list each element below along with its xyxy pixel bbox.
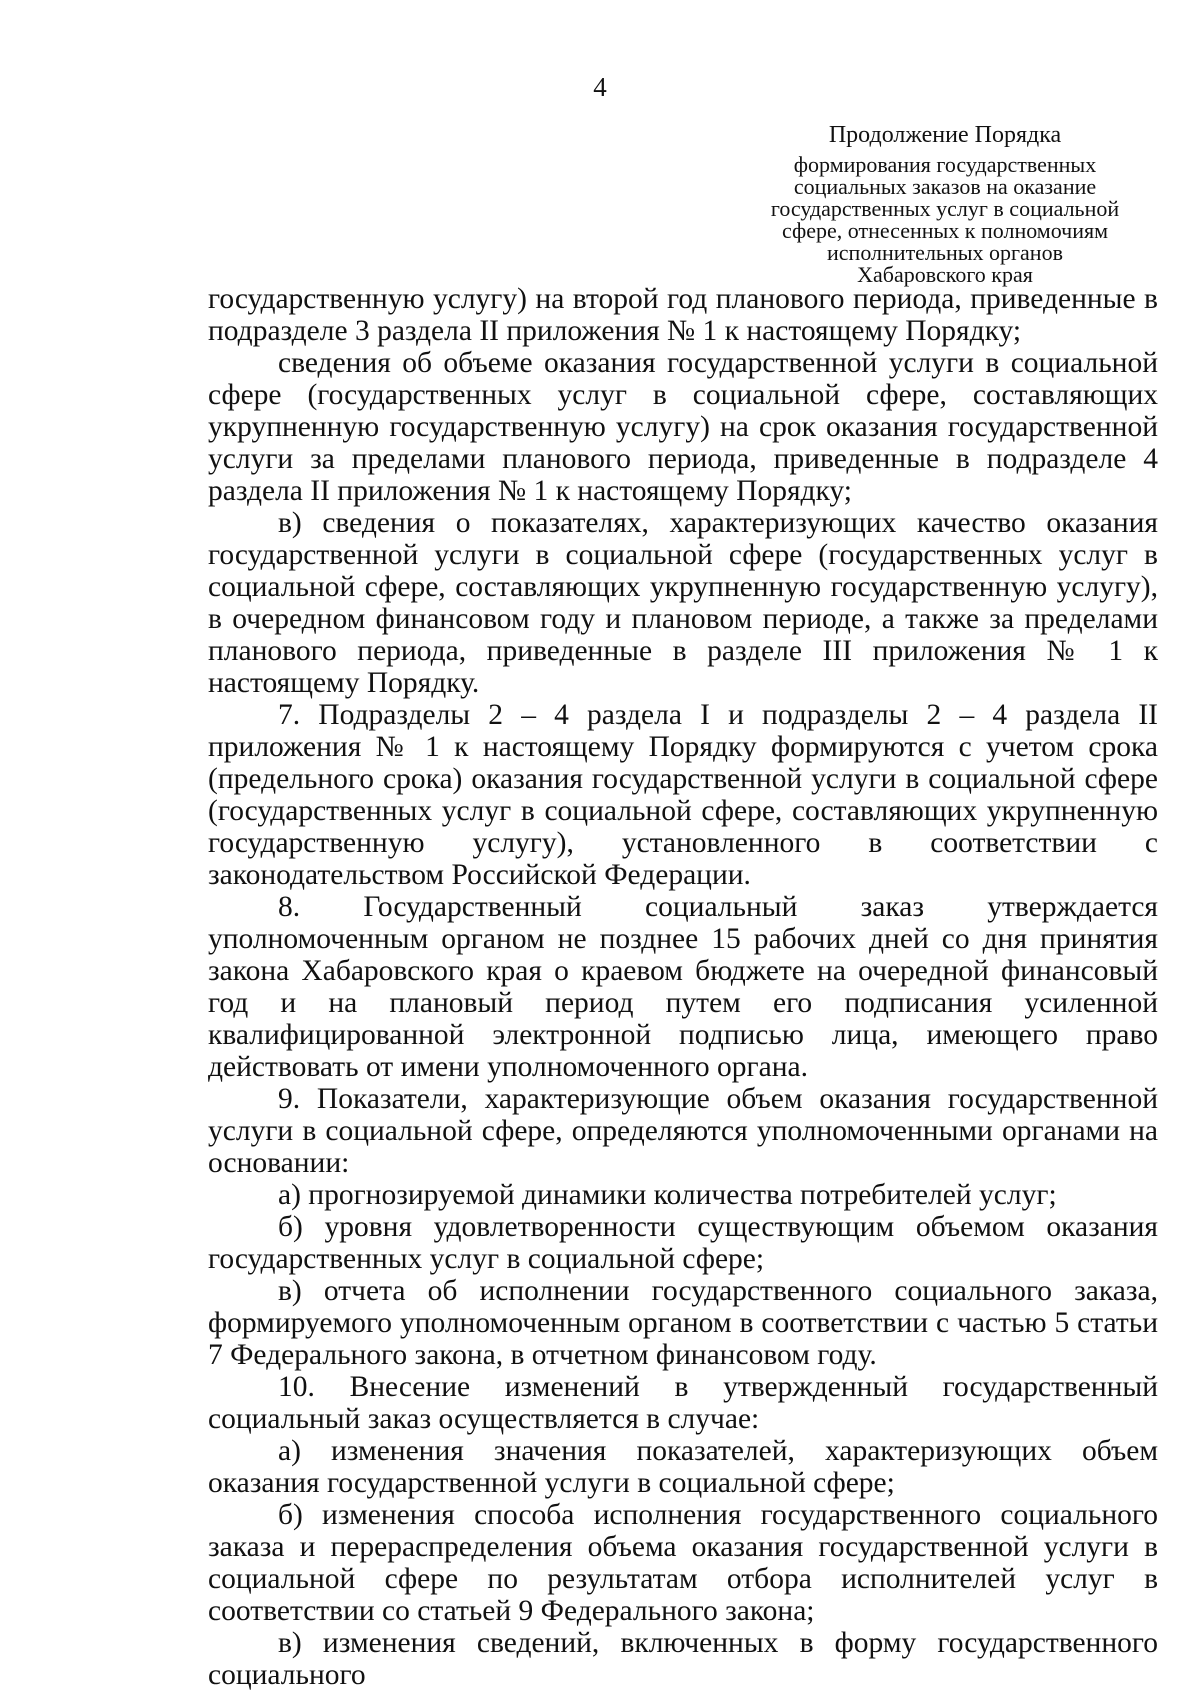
paragraph-subitem: а) изменения значения показателей, характеризующих объем оказания государственной услуги в социальной сфере; xyxy=(208,1435,1158,1499)
paragraph-item-7: 7. Подразделы 2 – 4 раздела I и подразделы 2 – 4 раздела II приложения № 1 к настоящему Порядку формируются с учетом срока (предельного срока) оказания государственной услуги в социальной сфере (государственных услуг в социальной сфере, составляющих укрупненную государственную услугу), установленного в соответствии с законодательством Российской Федерации. xyxy=(208,699,1158,891)
header-line: Продолжение Порядка xyxy=(828,122,1062,148)
paragraph-item-8: 8. Государственный социальный заказ утверждается уполномоченным органом не позднее 15 рабочих дней со дня принятия закона Хабаровского края о краевом бюджете на очередной финансовый год и на плановый период путем его подписания усиленной квалифицированной электронной подписью лица, имеющего право действовать от имени уполномоченного органа. xyxy=(208,891,1158,1083)
paragraph: в) сведения о показателях, характеризующих качество оказания государственной услуги в социальной сфере (государственных услуг в социальной сфере, составляющих укрупненную государственную услугу), в очередном финансовом году и плановом периоде, а также за пределами планового периода, приведенные в разделе III приложения № 1 к настоящему Порядку. xyxy=(208,507,1158,699)
header-line: государственных услуг в социальной xyxy=(770,196,1120,221)
paragraph-subitem: б) уровня удовлетворенности существующим объемом оказания государственных услуг в социальной сфере; xyxy=(208,1211,1158,1275)
paragraph-subitem: б) изменения способа исполнения государственного социального заказа и перераспределения объема оказания государственной услуги в социальной сфере по результатам отбора исполнителей услуг в соответствии со статьей 9 Федерального закона; xyxy=(208,1499,1158,1627)
paragraph-subitem: в) изменения сведений, включенных в форму государственного социального xyxy=(208,1627,1158,1691)
paragraph-item-9: 9. Показатели, характеризующие объем оказания государственной услуги в социальной сфере, определяются уполномоченными органами на основании: xyxy=(208,1083,1158,1179)
header-line: формирования государственных xyxy=(793,152,1097,177)
header-line: социальных заказов на оказание xyxy=(793,174,1097,199)
header-line: исполнительных органов xyxy=(827,240,1063,265)
header-line: сфере, отнесенных к полномочиям xyxy=(781,218,1109,243)
document-body xyxy=(208,283,1158,1691)
paragraph: сведения об объеме оказания государственной услуги в социальной сфере (государственных услуг в социальной сфере, составляющих укрупненную государственную услугу) на срок оказания государственной услуги за пределами планового периода, приведенные в подразделе 4 раздела II приложения № 1 к настоящему Порядку; xyxy=(208,347,1158,507)
paragraph-subitem: а) прогнозируемой динамики количества потребителей услуг; xyxy=(278,1179,1057,1211)
page-number: 4 xyxy=(593,72,607,102)
paragraph-item-10: 10. Внесение изменений в утвержденный государственный социальный заказ осуществляется в случае: xyxy=(208,1371,1158,1435)
paragraph-continuation: государственную услугу) на второй год планового периода, приведенные в подразделе 3 раздела II приложения № 1 к настоящему Порядку; xyxy=(208,283,1158,347)
paragraph-subitem: в) отчета об исполнении государственного социального заказа, формируемого уполномоченным органом в соответствии с частью 5 статьи 7 Федерального закона, в отчетном финансовом году. xyxy=(208,1275,1158,1371)
document-header xyxy=(745,120,1145,286)
header-line: Хабаровского края xyxy=(857,262,1033,287)
